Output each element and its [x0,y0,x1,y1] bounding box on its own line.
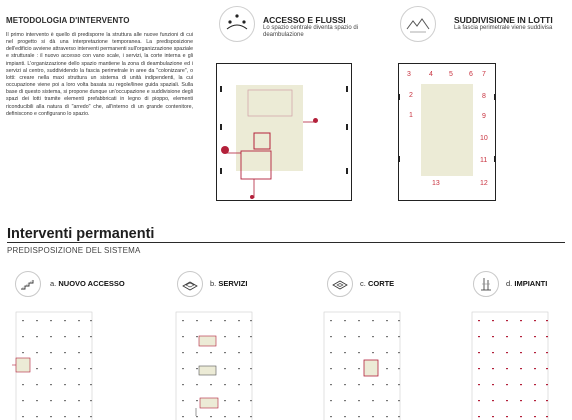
column-mark [534,416,536,417]
methodology-title: METODOLOGIA D'INTERVENTO [6,16,130,25]
column-mark [64,416,66,417]
column-mark [398,352,400,353]
people-flow-icon [219,6,255,42]
column-mark [330,368,332,369]
plan-impianti [468,310,552,420]
column-mark [372,384,374,385]
column-mark [22,336,24,337]
lot-number: 3 [407,71,411,78]
column-mark [50,352,52,353]
column-mark [182,384,184,385]
column-mark [250,336,252,337]
column-mark [22,400,24,401]
column-mark [478,368,480,369]
column-mark [90,368,92,369]
column-mark [398,336,400,337]
column-mark [250,384,252,385]
column-mark [492,368,494,369]
column-mark [534,384,536,385]
column-mark [224,384,226,385]
lot-number: 6 [469,71,473,78]
stairs-icon [15,271,41,297]
column-mark [210,416,212,417]
column-mark [478,416,480,417]
lot-number: 2 [409,92,413,99]
lot-number: 10 [480,135,488,142]
column-mark [36,384,38,385]
column-mark [492,320,494,321]
services-block-icon [177,271,203,297]
column-mark [546,384,548,385]
column-mark [492,336,494,337]
column-mark [372,336,374,337]
lot-number: 9 [482,113,486,120]
column-mark [196,416,198,417]
column-mark [506,336,508,337]
column-mark [224,336,226,337]
lots-title: SUDDIVISIONE IN LOTTI [454,15,553,25]
column-mark [386,384,388,385]
column-mark [358,416,360,417]
column-mark [250,368,252,369]
plan-nuovo-accesso [12,310,96,420]
column-mark [330,320,332,321]
column-mark [64,320,66,321]
column-mark [344,336,346,337]
column-mark [224,416,226,417]
flow-bottom-dot [250,195,254,199]
flow-entry-dot [221,146,229,154]
column-mark [36,336,38,337]
column-mark [22,384,24,385]
column-mark [90,416,92,417]
lot-number: 1 [409,112,413,119]
column-mark [238,352,240,353]
column-mark [238,368,240,369]
column-mark [358,320,360,321]
column-mark [78,384,80,385]
column-grid-red [478,320,548,417]
column-mark [238,416,240,417]
column-mark [90,336,92,337]
column-mark [78,400,80,401]
column-mark [22,320,24,321]
section-subtitle: PREDISPOSIZIONE DEL SISTEMA [7,246,141,255]
column-mark [546,368,548,369]
mountains-icon [400,6,436,42]
column-mark [534,400,536,401]
column-mark [358,336,360,337]
lot-number: 5 [449,71,453,78]
column-mark [506,384,508,385]
column-mark [398,320,400,321]
column-mark [182,368,184,369]
column-mark [520,368,522,369]
column-mark [50,320,52,321]
plan-servizi [172,310,256,420]
column-mark [534,368,536,369]
access-description: Lo spazio centrale diventa spazio di deambulazione [263,25,359,39]
column-mark [36,400,38,401]
lot-number: 13 [432,180,440,187]
column-mark [196,320,198,321]
column-mark [238,336,240,337]
column-grid [22,320,92,417]
column-mark [506,416,508,417]
column-mark [506,320,508,321]
column-mark [196,368,198,369]
column-mark [64,352,66,353]
access-floor-plan [216,63,352,201]
column-mark [210,320,212,321]
column-mark [22,352,24,353]
column-mark [344,416,346,417]
column-mark [78,352,80,353]
column-mark [546,352,548,353]
column-mark [250,400,252,401]
plant-systems-icon [473,271,499,297]
column-mark [196,400,198,401]
column-mark [398,368,400,369]
column-mark [478,384,480,385]
column-mark [182,336,184,337]
column-mark [358,400,360,401]
column-mark [50,416,52,417]
column-mark [196,352,198,353]
column-mark [238,400,240,401]
column-mark [182,416,184,417]
column-mark [238,320,240,321]
column-mark [386,336,388,337]
step-d-label: d. IMPIANTI [506,279,548,288]
lot-number: 12 [480,180,488,187]
column-mark [546,320,548,321]
lot-number: 7 [482,71,486,78]
column-mark [492,400,494,401]
column-mark [478,320,480,321]
column-mark [78,416,80,417]
section-divider [7,242,565,243]
column-mark [90,384,92,385]
column-mark [520,416,522,417]
step-a-label: a. NUOVO ACCESSO [50,279,125,288]
column-mark [196,384,198,385]
column-mark [506,368,508,369]
methodology-paragraph: Il primo intervento è quello di predisporre la struttura alle nuove funzioni di cui nel progetto si dà una interpretazione temporanea. La predisposizione dell'edificio avviene attraverso interventi permanenti sull'organizzazione spaziale e strutturale : il nuovo accesso con vano scale, i servizi, la corte interna e gli impianti. L'organizzazione dello spazio mantiene la zona di deambulazione ed i servizi al centro, suddividendo la fascia perimetrale in aree da "colonizzare", o lotti: creare nella maxi struttura un sistema di unità indipendenti, la cui occupazione viene poi a loro volta basata su regole/linee guida spaziali. Sulla base di questo sistema, si propone dunque un'occupazione e suddivisione degli spazi dei lotti tramite elementi prefabbricati in legno di pioppo, elementi riconducibili alla natura di "arredo" che, all'interno di un grande contenitore, definiscono e configurano lo spazio. [6,32,193,117]
column-mark [78,336,80,337]
lot-number: 11 [480,157,488,164]
column-mark [398,400,400,401]
plan-corte [320,310,404,420]
column-mark [330,416,332,417]
column-mark [344,368,346,369]
column-mark [506,352,508,353]
column-mark [64,336,66,337]
column-mark [50,368,52,369]
column-mark [36,416,38,417]
column-mark [520,400,522,401]
courtyard-icon [327,271,353,297]
column-mark [224,368,226,369]
column-mark [238,384,240,385]
column-mark [330,400,332,401]
column-mark [36,352,38,353]
column-mark [372,400,374,401]
column-mark [344,352,346,353]
column-mark [50,384,52,385]
column-mark [182,352,184,353]
column-mark [546,336,548,337]
column-mark [386,416,388,417]
column-mark [36,320,38,321]
lots-description: La fascia perimetrale viene suddivisa [454,25,553,31]
column-mark [250,320,252,321]
column-mark [210,352,212,353]
column-mark [534,336,536,337]
column-mark [520,320,522,321]
column-mark [358,384,360,385]
flow-exit-dot [313,118,318,123]
column-mark [330,352,332,353]
column-mark [478,352,480,353]
access-title: ACCESSO E FLUSSI [263,15,346,25]
column-mark [398,416,400,417]
column-mark [90,352,92,353]
column-mark [506,400,508,401]
section-title: Interventi permanenti [7,226,155,242]
column-mark [50,400,52,401]
column-mark [64,368,66,369]
column-mark [386,352,388,353]
column-mark [372,416,374,417]
column-mark [492,384,494,385]
column-mark [358,368,360,369]
column-mark [344,384,346,385]
column-mark [386,320,388,321]
column-mark [534,320,536,321]
column-mark [330,384,332,385]
column-mark [64,400,66,401]
step-b-label: b. SERVIZI [210,279,248,288]
column-mark [344,400,346,401]
column-mark [386,368,388,369]
column-mark [36,368,38,369]
column-mark [330,336,332,337]
column-mark [250,352,252,353]
column-mark [182,320,184,321]
column-mark [546,400,548,401]
column-mark [358,352,360,353]
step-c-label: c. CORTE [360,279,395,288]
column-mark [344,320,346,321]
column-mark [478,400,480,401]
column-mark [90,320,92,321]
column-mark [90,400,92,401]
column-mark [22,416,24,417]
column-mark [534,352,536,353]
column-mark [224,352,226,353]
column-mark [78,320,80,321]
column-mark [372,352,374,353]
column-mark [196,336,198,337]
column-mark [210,384,212,385]
column-mark [478,336,480,337]
column-mark [224,400,226,401]
column-mark [520,352,522,353]
lot-number: 4 [429,71,433,78]
column-mark [492,352,494,353]
column-mark [492,416,494,417]
column-mark [50,336,52,337]
column-mark [520,384,522,385]
column-mark [78,368,80,369]
column-mark [224,320,226,321]
column-mark [520,336,522,337]
column-mark [372,320,374,321]
lot-number: 8 [482,93,486,100]
column-mark [182,400,184,401]
column-mark [64,384,66,385]
column-mark [386,400,388,401]
column-mark [398,384,400,385]
lots-floor-plan [398,63,496,201]
column-mark [546,416,548,417]
column-mark [250,416,252,417]
